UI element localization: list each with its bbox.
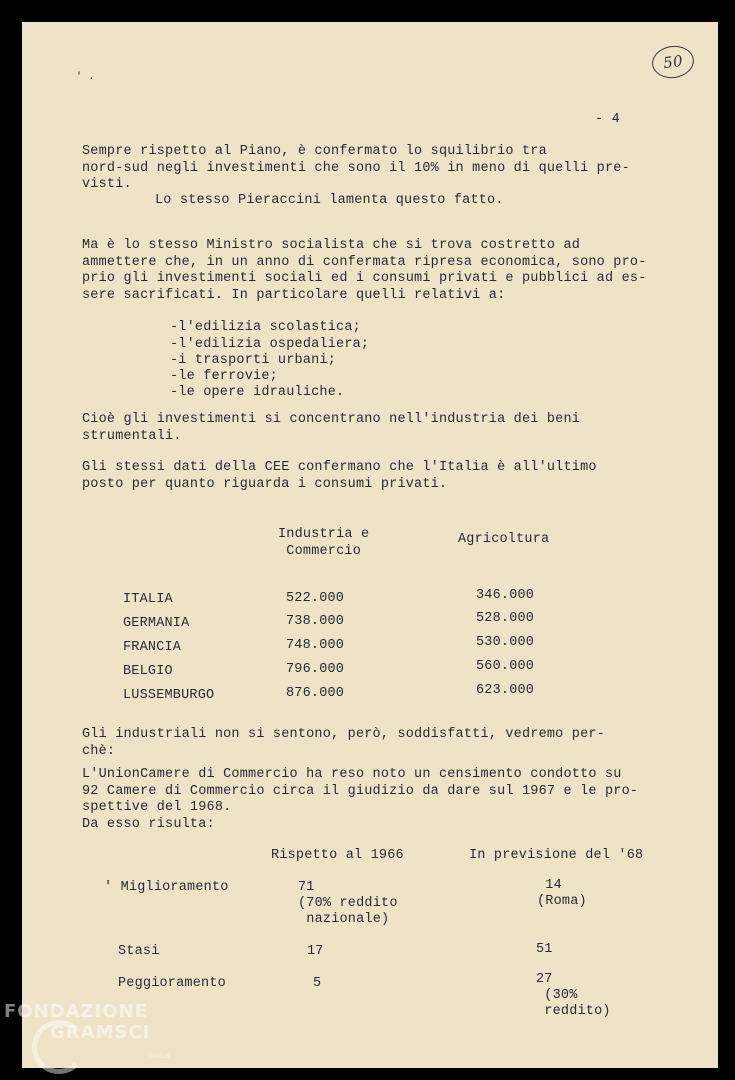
table-header-1966: Rispetto al 1966 <box>271 848 404 863</box>
page-number: - 4 <box>595 112 620 127</box>
table-header-68: In previsione del '68 <box>469 848 644 863</box>
list-item: -le opere idrauliche. <box>170 385 345 400</box>
table-header-agricoltura: Agricoltura <box>458 532 550 547</box>
agricoltura-value: 346.000 <box>476 588 535 603</box>
paragraph-beni-strumentali: Cioè gli investimenti si concentrano nell'industria dei beni strumentali. <box>82 412 581 444</box>
industria-value: 876.000 <box>286 686 345 701</box>
paragraph-squilibrio: Sempre rispetto al Piano, è confermato lo squilibrio tra nord-sud negli investimenti che sono il 10% in meno di quelli pre- visti. <box>82 144 630 192</box>
value-68: 14 (Roma) <box>537 878 587 909</box>
list-item: -l'edilizia scolastica; <box>170 320 361 335</box>
industria-value: 738.000 <box>286 614 345 629</box>
agricoltura-value: 623.000 <box>476 683 535 698</box>
agricoltura-value: 560.000 <box>476 659 535 674</box>
row-label: Peggioramento <box>118 976 226 991</box>
margin-mark: ' . <box>76 72 95 83</box>
paragraph-pieraccini: Lo stesso Pieraccini lamenta questo fatto. <box>155 193 504 208</box>
paragraph-cee: Gli stessi dati della CEE confermano che l'Italia è all'ultimo posto per quanto riguarda i consumi privati. <box>82 460 597 492</box>
value-68: 51 <box>536 942 553 957</box>
paragraph-industriali: Gli industriali non si sentono, però, soddisfatti, vedremo per- chè: <box>82 727 605 759</box>
watermark-line2: GRAMSCI <box>50 1022 151 1043</box>
value-68: 27 (30% reddito) <box>536 972 611 1019</box>
archive-page-stamp: 50 <box>650 43 696 81</box>
country-label: FRANCIA <box>123 640 182 655</box>
value-1966: 71 (70% reddito nazionale) <box>298 880 398 927</box>
watermark-line1: FONDAZIONE <box>4 1001 148 1022</box>
row-label: Stasi <box>118 944 160 959</box>
paragraph-unioncamere: L'UnionCamere di Commercio ha reso noto un censimento condotto su 92 Camere di Commercio circa il giudizio da dare sul 1967 e le pro- spettive del 1968. Da esso risulta: <box>82 767 639 832</box>
value-1966: 17 <box>307 944 324 959</box>
list-item: -l'edilizia ospedaliera; <box>170 337 370 352</box>
industria-value: 796.000 <box>286 662 345 677</box>
industria-value: 748.000 <box>286 638 345 653</box>
table-header-industria: Industria e Commercio <box>278 527 370 559</box>
country-label: GERMANIA <box>123 616 190 631</box>
value-1966: 5 <box>313 976 322 991</box>
document-page <box>22 22 718 1068</box>
industria-value: 522.000 <box>286 591 345 606</box>
agricoltura-value: 530.000 <box>476 635 535 650</box>
watermark-line3: onlus <box>149 1051 171 1060</box>
country-label: ITALIA <box>123 592 173 607</box>
country-label: LUSSEMBURGO <box>123 688 215 703</box>
list-item: -i trasporti urbani; <box>170 353 337 368</box>
agricoltura-value: 528.000 <box>476 611 535 626</box>
row-label: ' Miglioramento <box>104 880 229 895</box>
list-item: -le ferrovie; <box>170 369 278 384</box>
country-label: BELGIO <box>123 664 173 679</box>
paragraph-ministro: Ma è lo stesso Ministro socialista che si trova costretto ad ammettere che, in un anno di confermata ripresa economica, sono pro- prio gli investimenti sociali ed i consumi privati e pubblici ad es- sere sacrificati. In particolare quelli relativi a: <box>82 238 647 303</box>
